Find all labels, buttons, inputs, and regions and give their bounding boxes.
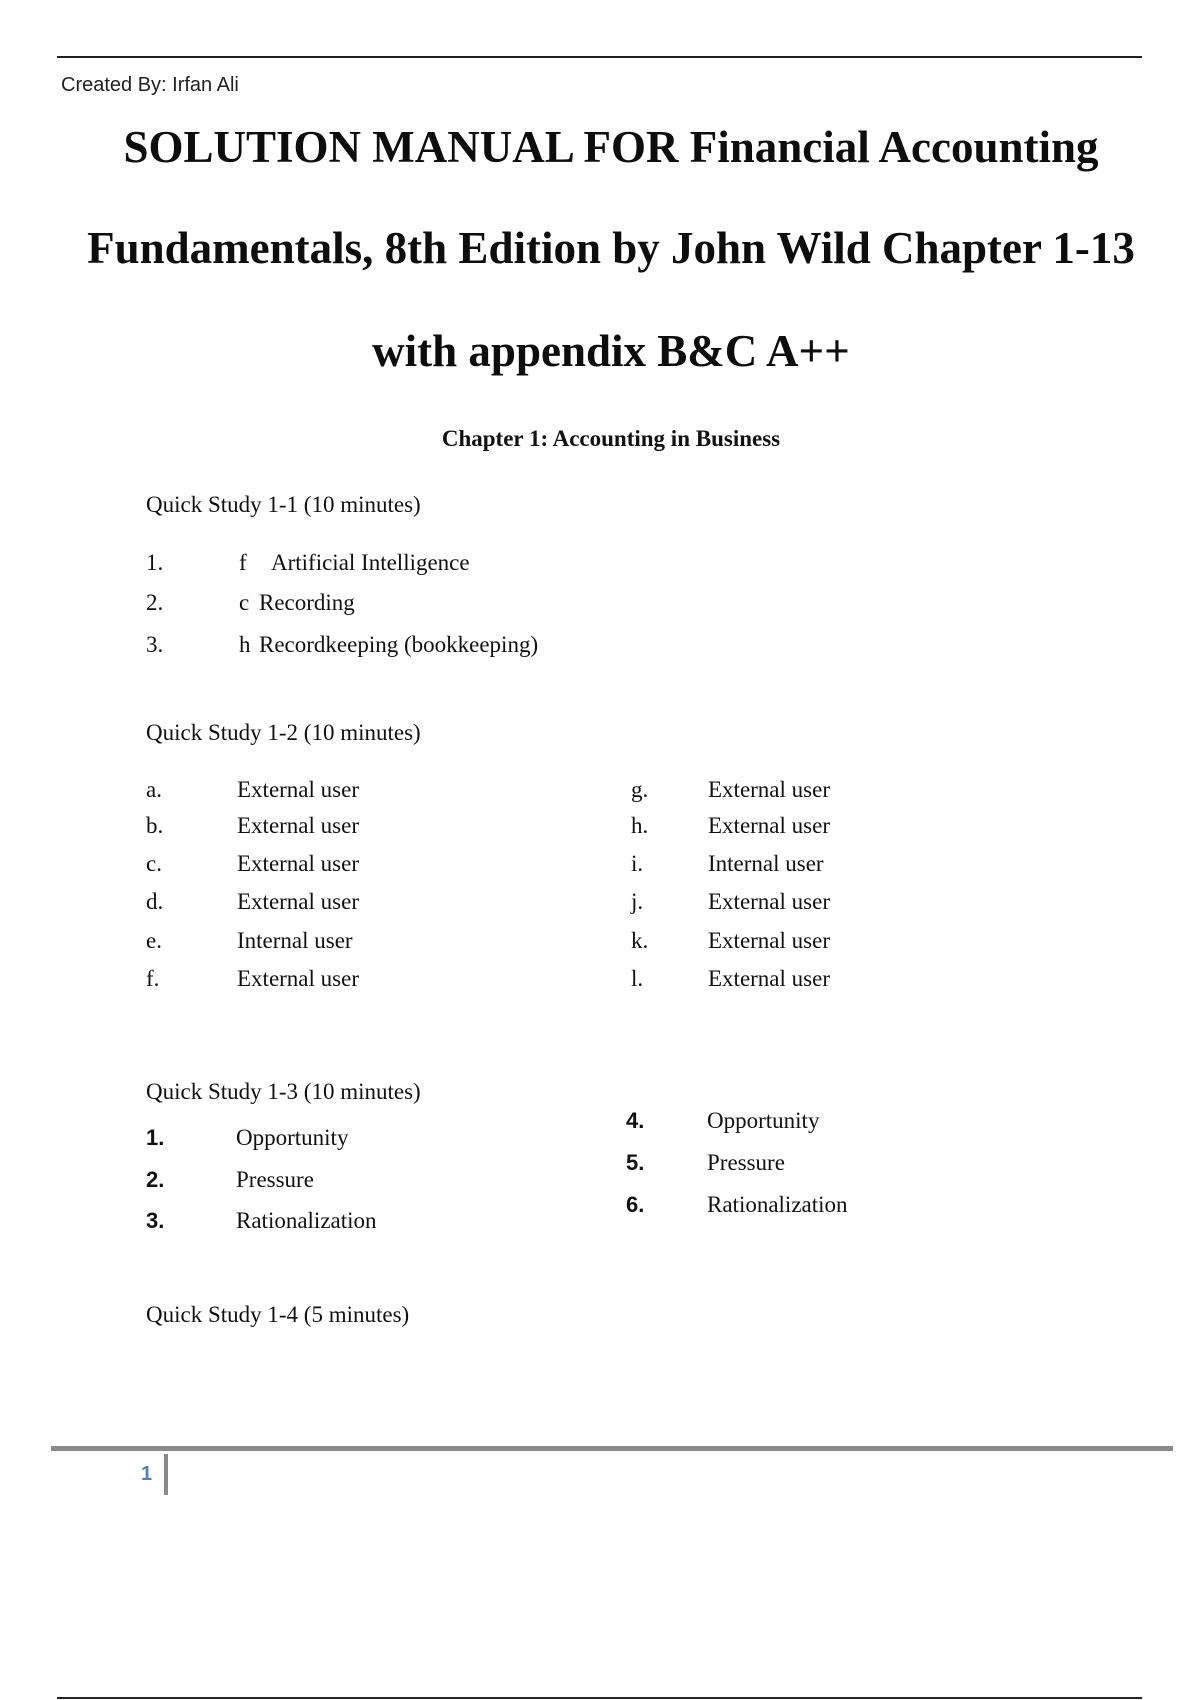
- qs1-item-number: 3.: [146, 632, 164, 657]
- qs2-text: External user: [237, 966, 359, 991]
- qs2-label: e.: [146, 928, 162, 953]
- page-number: 1: [141, 1463, 153, 1485]
- qs3-number: 2.: [146, 1167, 165, 1192]
- qs3-number: 1.: [146, 1125, 165, 1150]
- qs3-number: 4.: [626, 1108, 645, 1133]
- qs1-item-text: Artificial Intelligence: [271, 550, 470, 575]
- qs2-text: External user: [708, 813, 830, 838]
- qs3-heading: Quick Study 1-3 (10 minutes): [146, 1079, 421, 1104]
- qs3-text: Opportunity: [707, 1108, 820, 1133]
- qs3-number: 6.: [626, 1192, 645, 1217]
- qs2-label: d.: [146, 889, 164, 914]
- qs3-number: 3.: [146, 1208, 165, 1233]
- qs2-label: f.: [146, 966, 160, 991]
- qs2-text: External user: [237, 813, 359, 838]
- document-title-line-1: SOLUTION MANUAL FOR Financial Accounting: [123, 122, 1099, 172]
- qs2-label: g.: [631, 777, 649, 802]
- document-title-line-2: Fundamentals, 8th Edition by John Wild Chapter 1-13: [87, 223, 1135, 273]
- qs2-text: Internal user: [237, 928, 353, 953]
- qs1-heading: Quick Study 1-1 (10 minutes): [146, 492, 421, 517]
- qs2-label: l.: [631, 966, 644, 991]
- bottom-rule: [57, 1697, 1142, 1699]
- qs1-item-text: Recordkeeping (bookkeeping): [259, 632, 539, 657]
- qs2-text: External user: [237, 777, 359, 802]
- qs1-item-text: Recording: [259, 590, 355, 615]
- qs1-item-letter: h: [239, 632, 251, 657]
- page-number-divider: [164, 1454, 168, 1495]
- qs1-item-letter: f: [239, 550, 247, 575]
- qs1-item-letter: c: [239, 590, 250, 615]
- qs2-label: h.: [631, 813, 649, 838]
- qs1-item-number: 2.: [146, 590, 164, 615]
- header-rule: [57, 56, 1142, 58]
- qs2-label: k.: [631, 928, 649, 953]
- qs2-label: i.: [631, 851, 644, 876]
- qs2-text: External user: [708, 889, 830, 914]
- qs3-text: Rationalization: [236, 1208, 377, 1233]
- document-title-line-3: with appendix B&C A++: [372, 326, 850, 376]
- qs2-text: External user: [237, 851, 359, 876]
- qs2-label: b.: [146, 813, 164, 838]
- qs2-text: External user: [708, 777, 830, 802]
- qs2-text: External user: [708, 928, 830, 953]
- qs2-text: External user: [708, 966, 830, 991]
- qs2-heading: Quick Study 1-2 (10 minutes): [146, 720, 421, 745]
- qs2-label: j.: [631, 889, 644, 914]
- qs2-label: c.: [146, 851, 162, 876]
- qs3-number: 5.: [626, 1150, 645, 1175]
- qs3-text: Rationalization: [707, 1192, 848, 1217]
- qs2-text: Internal user: [708, 851, 824, 876]
- qs3-text: Pressure: [707, 1150, 785, 1175]
- qs4-heading: Quick Study 1-4 (5 minutes): [146, 1302, 410, 1327]
- qs3-text: Opportunity: [236, 1125, 349, 1150]
- footer-rule: [51, 1446, 1173, 1451]
- chapter-heading: Chapter 1: Accounting in Business: [441, 426, 781, 451]
- created-by: Created By: Irfan Ali: [61, 74, 239, 96]
- qs2-label: a.: [146, 777, 162, 802]
- qs1-item-number: 1.: [146, 550, 164, 575]
- qs3-text: Pressure: [236, 1167, 314, 1192]
- qs2-text: External user: [237, 889, 359, 914]
